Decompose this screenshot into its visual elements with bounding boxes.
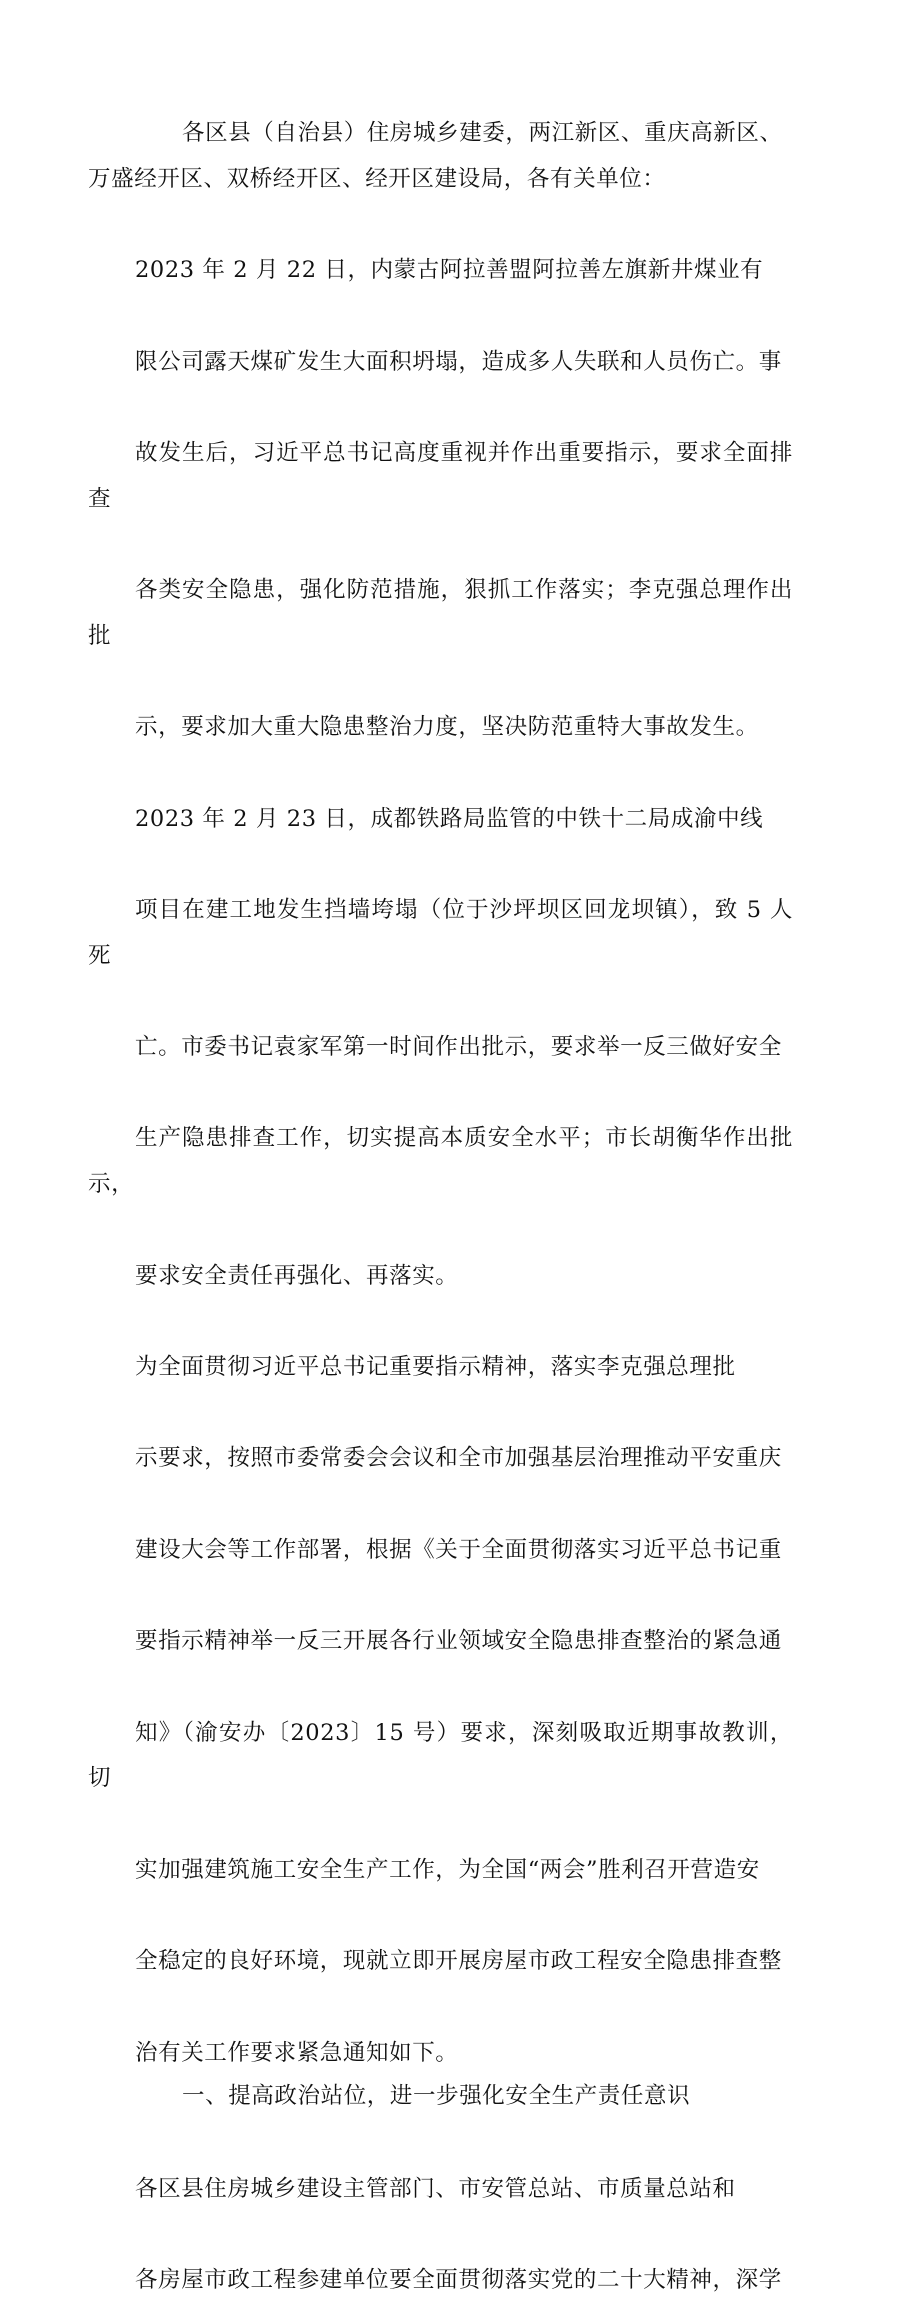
document-body bbox=[88, 111, 793, 2304]
paragraph-line: 要指示精神举一反三开展各行业领域安全隐患排查整治的紧急通 bbox=[135, 1628, 782, 1655]
paragraph-line: 故发生后，习近平总书记高度重视并作出重要指示，要求全面排查 bbox=[88, 439, 793, 512]
paragraph-line: 示要求，按照市委常委会会议和全市加强基层治理推动平安重庆 bbox=[135, 1445, 782, 1472]
paragraph-4 bbox=[135, 2121, 793, 2304]
paragraph-line: 2023 年 2 月 22 日，内蒙古阿拉善盟阿拉善左旗新井煤业有 bbox=[135, 257, 764, 284]
paragraph-line: 全稳定的良好环境，现就立即开展房屋市政工程安全隐患排查整 bbox=[135, 1948, 782, 1975]
paragraph-line: 2023 年 2 月 23 日，成都铁路局监管的中铁十二局成渝中线 bbox=[135, 805, 764, 832]
paragraph-3 bbox=[88, 1299, 793, 2076]
salutation bbox=[88, 111, 793, 202]
paragraph-line: 各区县住房城乡建设主管部门、市安管总站、市质量总站和 bbox=[135, 2175, 736, 2202]
paragraph-1 bbox=[88, 202, 793, 750]
paragraph-line: 示，要求加大重大隐患整治力度，坚决防范重特大事故发生。 bbox=[135, 714, 759, 741]
paragraph-2 bbox=[88, 751, 793, 1299]
salutation-line-2: 万盛经开区、双桥经开区、经开区建设局，各有关单位： bbox=[88, 165, 666, 192]
paragraph-line: 建设大会等工作部署，根据《关于全面贯彻落实习近平总书记重 bbox=[135, 1536, 782, 1563]
section-heading-1: 一、提高政治站位，进一步强化安全生产责任意识 bbox=[182, 2083, 691, 2110]
paragraph-line: 知》（渝安办〔2023〕15 号）要求，深刻吸取近期事故教训，切 bbox=[88, 1719, 793, 1792]
paragraph-line: 要求安全责任再强化、再落实。 bbox=[135, 1262, 459, 1289]
salutation-line-1: 各区县（自治县）住房城乡建委，两江新区、重庆高新区、 bbox=[182, 120, 783, 146]
paragraph-line: 限公司露天煤矿发生大面积坍塌，造成多人失联和人员伤亡。事 bbox=[135, 348, 782, 375]
paragraph-line: 为全面贯彻习近平总书记重要指示精神，落实李克强总理批 bbox=[135, 1353, 736, 1380]
paragraph-line: 实加强建筑施工安全生产工作，为全国“两会”胜利召开营造安 bbox=[135, 1856, 760, 1883]
paragraph-line: 亡。市委书记袁家军第一时间作出批示，要求举一反三做好安全 bbox=[135, 1034, 782, 1061]
paragraph-line: 生产隐患排查工作，切实提高本质安全水平；市长胡衡华作出批示， bbox=[88, 1125, 793, 1198]
paragraph-line: 治有关工作要求紧急通知如下。 bbox=[135, 2039, 459, 2066]
paragraph-line: 各房屋市政工程参建单位要全面贯彻落实党的二十大精神，深学 bbox=[135, 2267, 782, 2294]
paragraph-line: 各类安全隐患，强化防范措施，狠抓工作落实；李克强总理作出批 bbox=[88, 577, 793, 649]
paragraph-line: 项目在建工地发生挡墙垮塌（位于沙坪坝区回龙坝镇），致 5 人死 bbox=[88, 896, 793, 969]
